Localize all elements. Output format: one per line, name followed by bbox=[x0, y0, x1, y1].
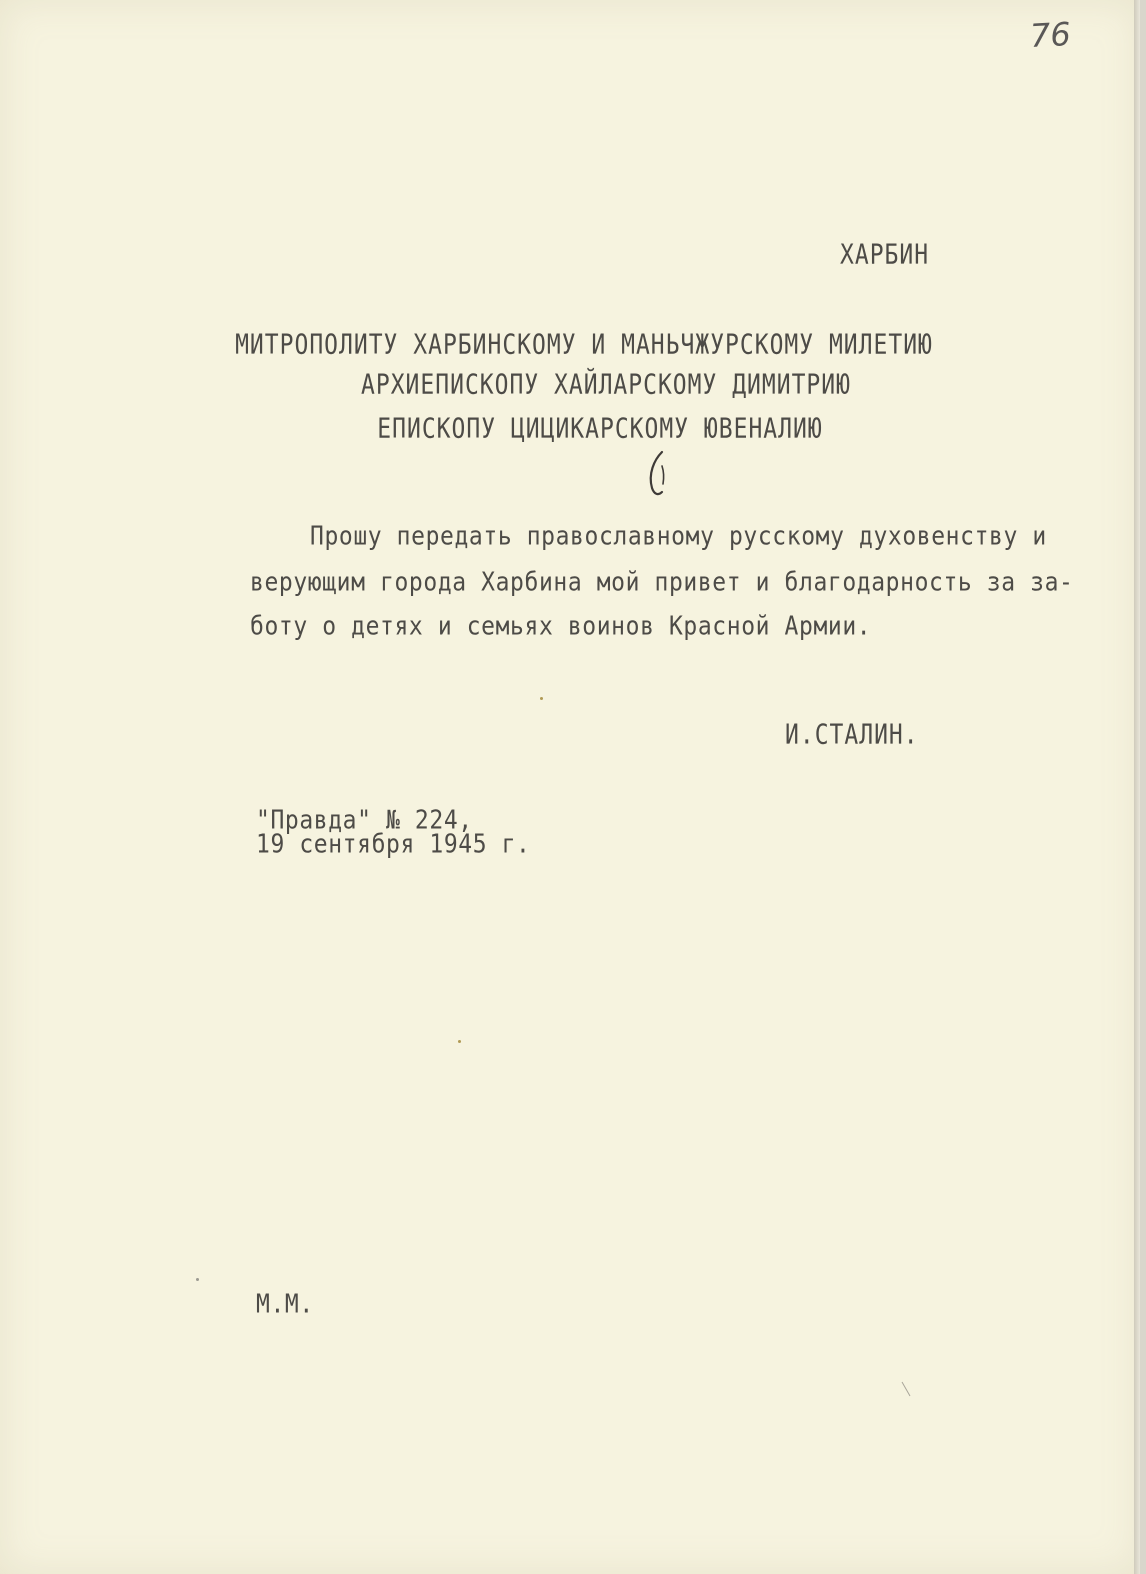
signature: И.СТАЛИН. bbox=[785, 720, 919, 751]
source-line: 19 сентября 1945 г. bbox=[256, 830, 531, 860]
page-edge bbox=[1134, 0, 1140, 1574]
body-line: Прошу передать православному русскому духовенству и bbox=[310, 522, 1047, 552]
addressee-line: МИТРОПОЛИТУ ХАРБИНСКОМУ И МАНЬЧЖУРСКОМУ МИЛЕТИЮ bbox=[235, 330, 933, 361]
typist-initials: М.М. bbox=[256, 1290, 314, 1320]
addressee-line: АРХИЕПИСКОПУ ХАЙЛАРСКОМУ ДИМИТРИЮ bbox=[361, 370, 851, 401]
paper-speck bbox=[196, 1278, 199, 1281]
body-line: боту о детях и семьях воинов Красной Армии. bbox=[250, 612, 872, 642]
handwritten-mark bbox=[640, 448, 680, 508]
paper-scratch bbox=[900, 1380, 914, 1400]
source-line: "Правда" № 224, bbox=[256, 806, 473, 836]
paper-speck bbox=[458, 1040, 461, 1043]
paper-speck bbox=[540, 697, 543, 700]
addressee-line: ЕПИСКОПУ ЦИЦИКАРСКОМУ ЮВЕНАЛИЮ bbox=[377, 414, 823, 445]
folio-number: 76 bbox=[1029, 14, 1072, 56]
destination-city: ХАРБИН bbox=[840, 240, 930, 271]
body-line: верующим города Харбина мой привет и благодарность за за- bbox=[250, 568, 1074, 598]
